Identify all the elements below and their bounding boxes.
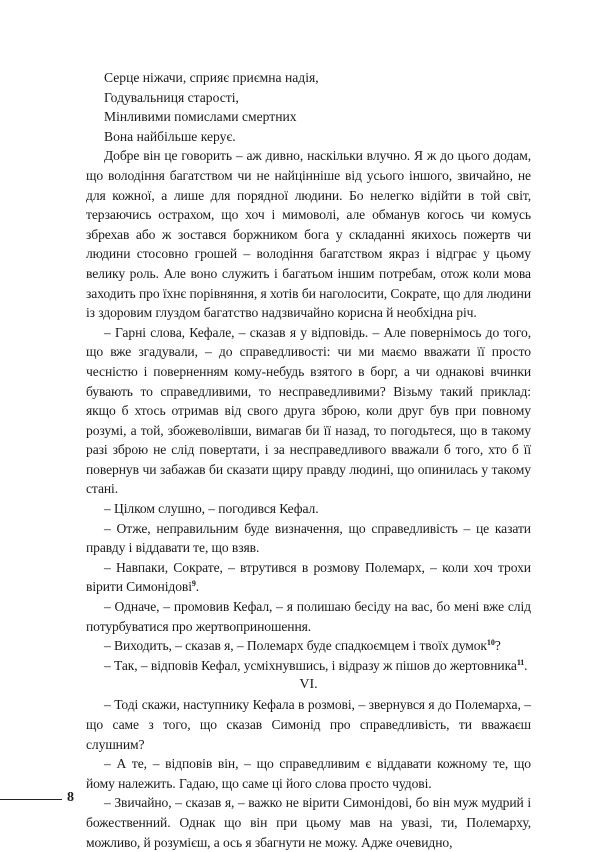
verse-line: Вона найбільше керує. — [104, 128, 236, 144]
verse-block — [86, 68, 531, 146]
footnote-ref[interactable]: 9 — [191, 579, 196, 589]
page-number: 8 — [67, 790, 74, 805]
section-heading: VI. — [299, 677, 318, 693]
paragraph: – Гарні слова, Кефале, – сказав я у відповідь. – Але повернімось до того, що вже згадували, – до справедливості: чи ми маємо вважати її просто чесністю і поверненням кому-небудь взятого в борг, а чи однакові вчинки бувають то справедливими, то несправедливими? Візьму такий приклад: якщо б хтось отримав від свого друга зброю, коли друг був при повному розумі, а той, збожеволівши, вимагав би її назад, то погодьтеся, що в такому разі зброю не слід повертати, і за несправедливого вважали б того, хто б її повернув чи забажав би сказати щиру правду людині, що опинилась у такому стані. — [86, 324, 531, 497]
verse-line: Мінливими помислами смертних — [104, 109, 297, 125]
footer-rule — [0, 799, 62, 800]
paragraph: – Одначе, – промовив Кефал, – я полишаю бесіду на вас, бо мені вже слід потурбуватися про жертвоприношення. — [86, 599, 531, 634]
paragraph: – Звичайно, – сказав я, – важко не вірити Симонідові, бо він муж мудрий і божественний. Однак що він при цьому мав на увазі, ти, Полемарху, можливо, й розумієш, а ось я збагнути не можу. Адже очевидно, — [86, 795, 531, 850]
footnote-ref[interactable]: 11 — [516, 657, 525, 667]
paragraph: – Виходить, – сказав я, – Полемарх буде спадкоємцем і твоїх думок$^{10}$? — [104, 638, 501, 654]
paragraph: – Отже, неправильним буде визначення, що справедливість – це казати правду і віддавати те, що взяв. — [86, 520, 531, 556]
verse-line: Годувальниця старості, — [104, 89, 239, 105]
footnote-ref[interactable]: 10 — [486, 638, 495, 648]
verse-line: Серце ніжачи, сприяє приємна надія, — [104, 70, 319, 85]
paragraph: Добре він це говорить – аж дивно, наскільки влучно. Я ж до цього додам, що володіння багатством чи не найцінніше від усього іншого, звичайно, не для кожної, а лише для порядної людини. Бо нелегко відійти в той світ, терзаючись острахом, що хоч і мимоволі, але обманув когось чи комусь збрехав або ж зостався боржником бога у складанні якихось пожертв чи людини стосовно грошей – володіння багатством якраз і відграє у цьому велику роль. Але воно служить і багатьом іншим потребам, отож коли мова заходить про їхнє порівняння, я хотів би наголосити, Сократе, що для людини із здоровим глуздом багатство надзвичайно корисна й необхідна річ. — [86, 148, 531, 321]
page-body — [86, 68, 531, 852]
paragraph: – Навпаки, Сократе, – втрутився в розмову Полемарх, – коли хоч трохи вірити Симонідові$^9$. — [86, 559, 531, 595]
paragraph: – Тоді скажи, наступнику Кефала в розмові, – звернувся я до Полемарха, – що саме з того, що сказав Симонід про справедливість, ти вважаєш слушним? — [86, 697, 531, 752]
paragraph: – Так, – відповів Кефал, усміхнувшись, і відразу ж пішов до жертовника$^{11}$. — [104, 657, 528, 673]
paragraph: – А те, – відповів він, – що справедливим є віддавати кожному те, що йому належить. Гадаю, що саме ці його слова просто чудові. — [86, 756, 531, 791]
paragraph: – Цілком слушно, – погодився Кефал. — [104, 501, 319, 517]
